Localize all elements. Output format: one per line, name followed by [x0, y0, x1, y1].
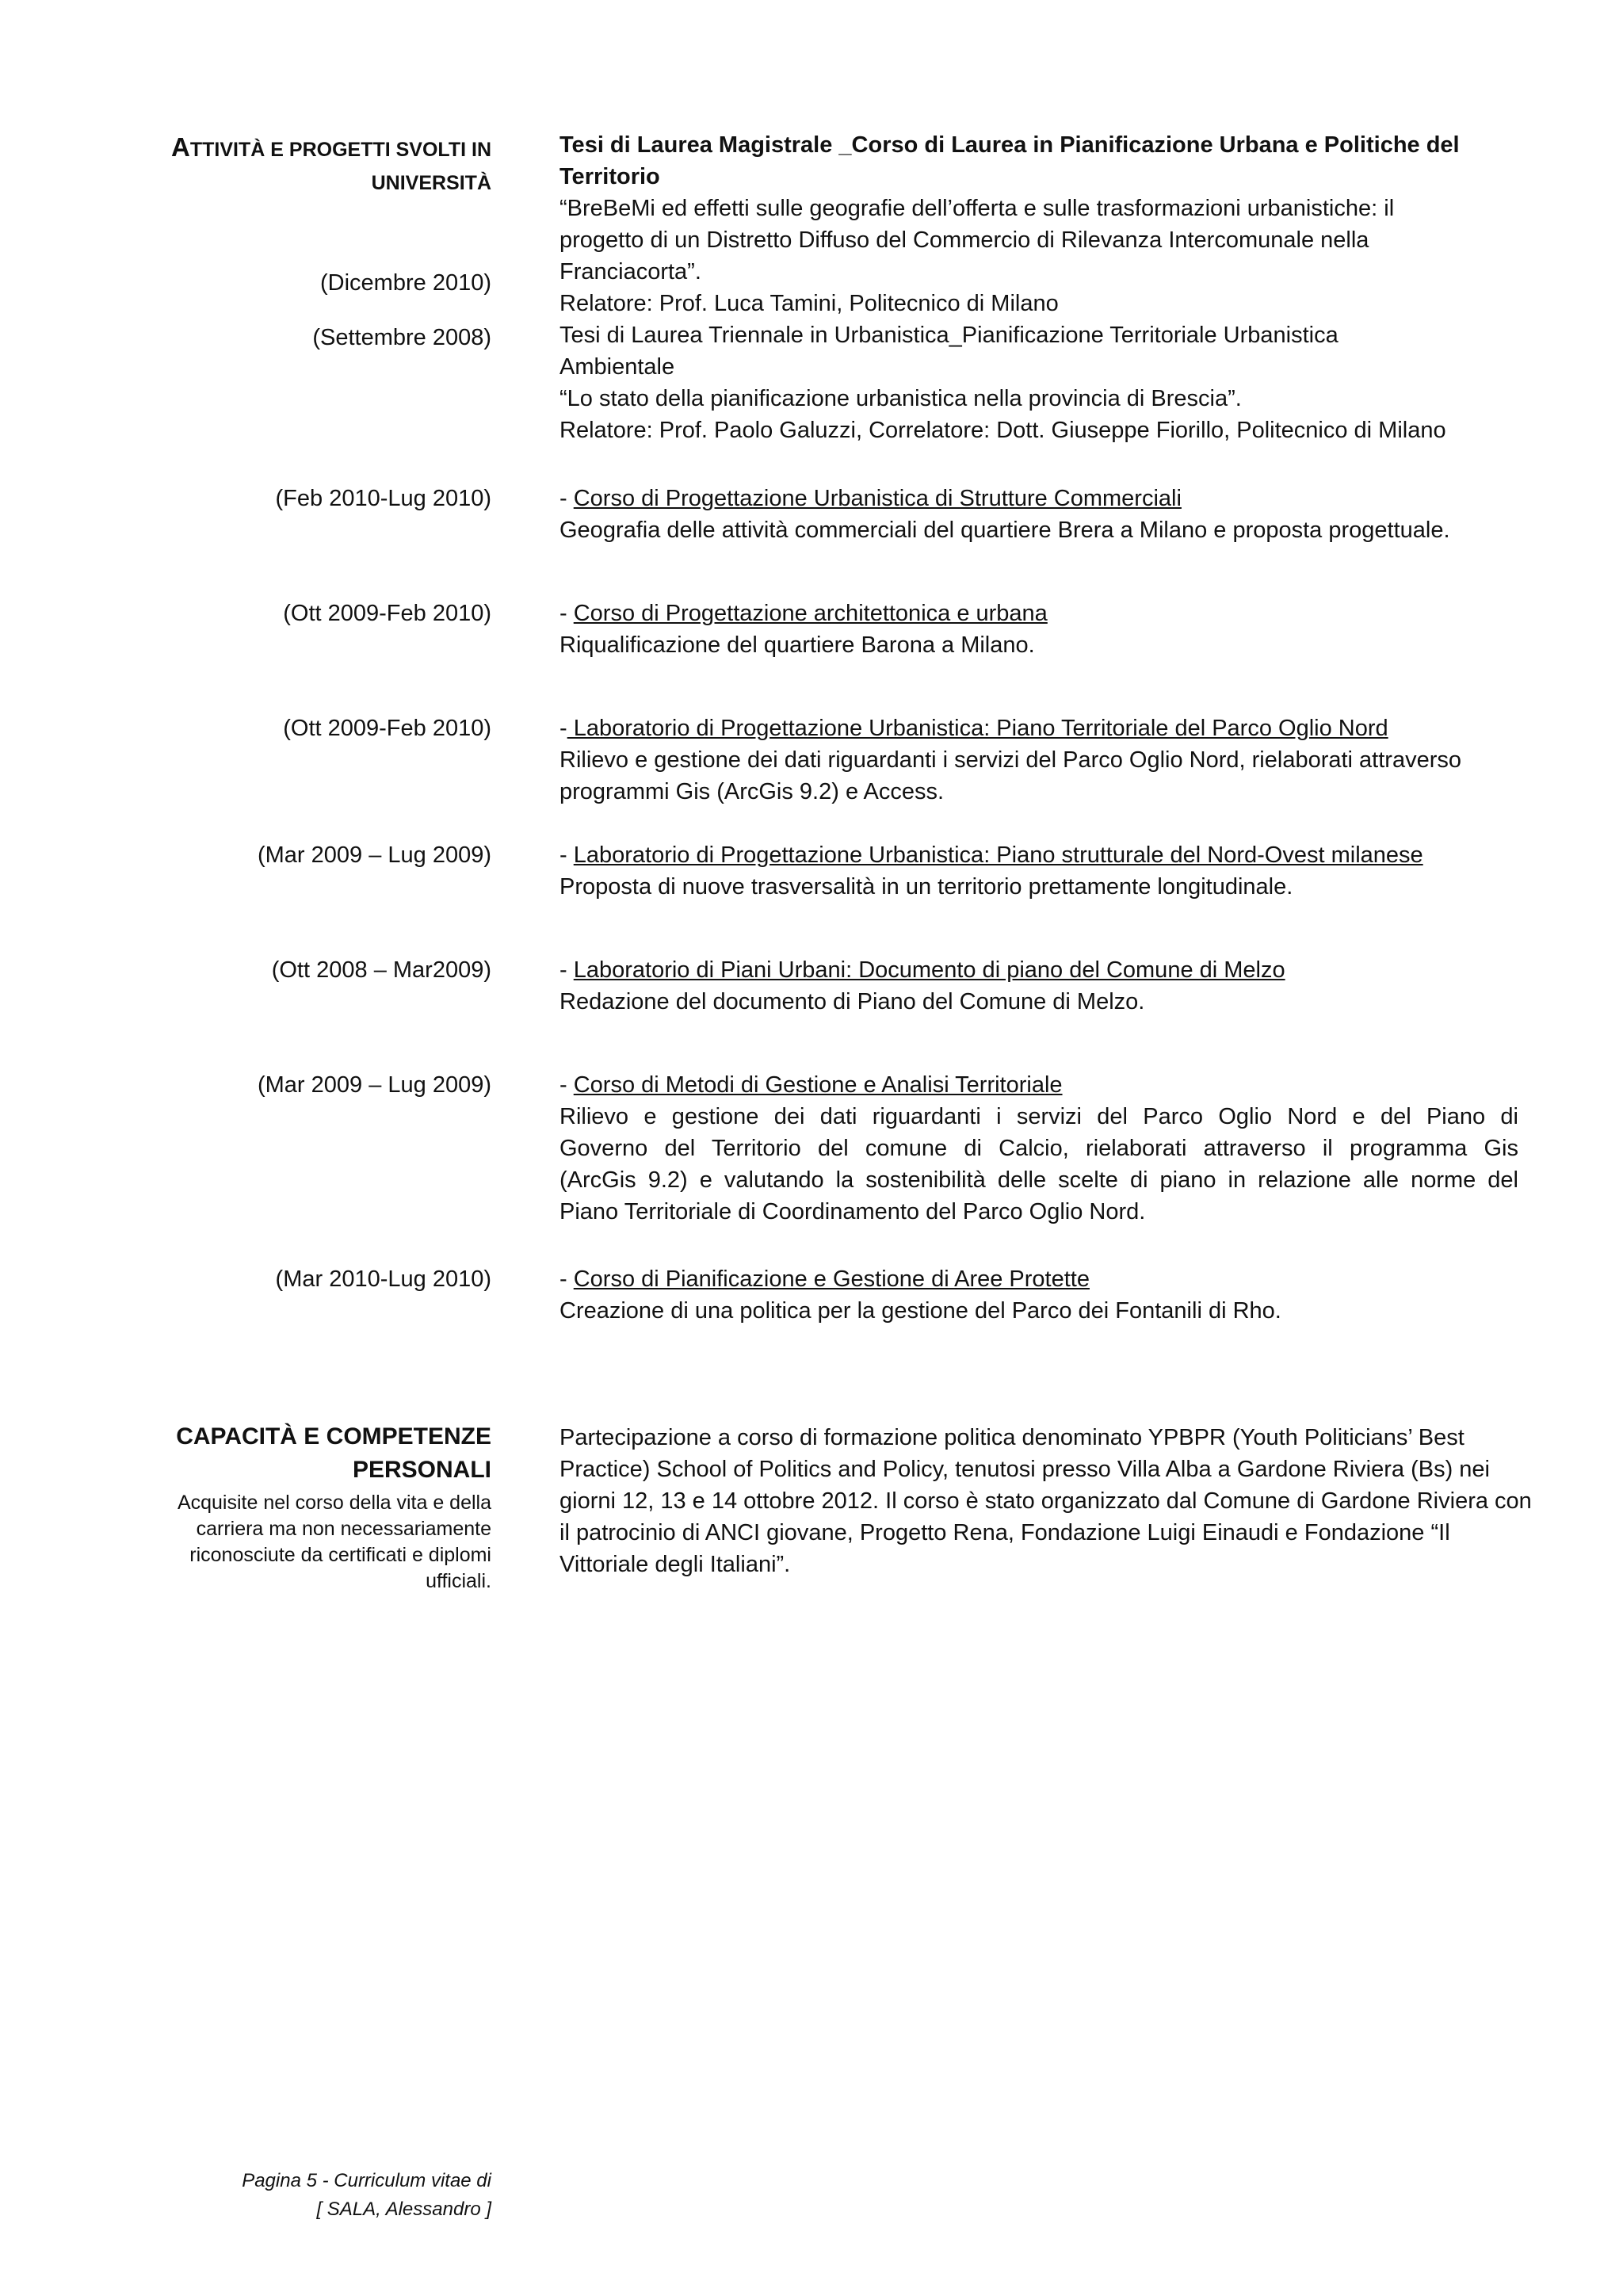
course-description: Rilievo e gestione dei dati riguardanti i servizi del Parco Oglio Nord, rielaborati attraverso	[559, 747, 1461, 773]
date-thesis-triennale: (Settembre 2008)	[312, 325, 491, 350]
course-title: Corso di Progettazione Urbanistica di Strutture Commerciali	[573, 486, 1182, 511]
section-title-university	[111, 131, 491, 200]
course-title-line: - Corso di Pianificazione e Gestione di Aree Protette	[559, 1266, 1090, 1292]
course-description: Piano Territoriale di Coordinamento del Parco Oglio Nord.	[559, 1199, 1146, 1224]
footer-page-label: Pagina 5 - Curriculum vitae di	[242, 2170, 491, 2191]
competences-text-line: Partecipazione a corso di formazione politica denominato YPBPR (Youth Politicians’ Best	[559, 1425, 1465, 1450]
course-entry	[559, 1263, 1518, 1327]
course-description: Redazione del documento di Piano del Comune di Melzo.	[559, 989, 1145, 1014]
competences-text	[559, 1422, 1542, 1580]
thesis-triennale-heading: Tesi di Laurea Triennale in Urbanistica_Pianificazione Territoriale Urbanistica	[559, 323, 1338, 348]
competences-text-line: giorni 12, 13 e 14 ottobre 2012. Il corso è stato organizzato dal Comune di Gardone Riviera con	[559, 1488, 1532, 1514]
course-entry	[559, 954, 1518, 1018]
thesis-triennale-relatore: Relatore: Prof. Paolo Galuzzi, Correlatore: Dott. Giuseppe Fiorillo, Politecnico di Milano	[559, 418, 1446, 443]
course-description: Governo del Territorio del comune di Calcio, rielaborati attraverso il programma Gis	[559, 1136, 1518, 1161]
competences-text-line: Practice) School of Politics and Policy, tenutosi presso Villa Alba a Gardone Riviera (Bs) nei	[559, 1457, 1490, 1482]
date-thesis-master: (Dicembre 2010)	[320, 270, 491, 296]
thesis-master-heading: Territorio	[559, 164, 660, 189]
course-date: (Ott 2009-Feb 2010)	[283, 716, 491, 741]
section-note	[111, 1490, 491, 1595]
course-title-line: - Laboratorio di Progettazione Urbanistica: Piano strutturale del Nord-Ovest milanese	[559, 842, 1423, 868]
course-entry	[559, 712, 1518, 808]
course-title: Laboratorio di Progettazione Urbanistica: Piano strutturale del Nord-Ovest milanese	[573, 842, 1423, 868]
thesis-master-relatore: Relatore: Prof. Luca Tamini, Politecnico di Milano	[559, 291, 1059, 316]
course-description: programmi Gis (ArcGis 9.2) e Access.	[559, 779, 945, 804]
course-title: Corso di Progettazione architettonica e urbana	[573, 601, 1048, 626]
thesis-master-heading: Tesi di Laurea Magistrale _Corso di Laurea in Pianificazione Urbana e Politiche del	[559, 132, 1460, 158]
course-title-line: - Corso di Progettazione Urbanistica di Strutture Commerciali	[559, 486, 1182, 511]
thesis-master-title: “BreBeMi ed effetti sulle geografie dell’offerta e sulle trasformazioni urbanistiche: il	[559, 196, 1395, 221]
course-description: Rilievo e gestione dei dati riguardanti i servizi del Parco Oglio Nord e del Piano di	[559, 1104, 1518, 1129]
course-date: (Mar 2009 – Lug 2009)	[257, 1072, 491, 1098]
section-note-line: Acquisite nel corso della vita e della	[177, 1492, 491, 1514]
course-entry	[559, 598, 1518, 661]
course-entry	[559, 1069, 1518, 1228]
course-title-line: - Corso di Metodi di Gestione e Analisi Territoriale	[559, 1072, 1063, 1098]
course-date: (Mar 2010-Lug 2010)	[275, 1266, 491, 1292]
course-date: (Ott 2008 – Mar2009)	[271, 957, 491, 983]
course-entry	[559, 839, 1518, 903]
thesis-master-title: Franciacorta”.	[559, 259, 701, 285]
course-description: Creazione di una politica per la gestione del Parco dei Fontanili di Rho.	[559, 1298, 1281, 1324]
course-title: Corso di Metodi di Gestione e Analisi Territoriale	[573, 1072, 1063, 1098]
course-description: Proposta di nuove trasversalità in un territorio prettamente longitudinale.	[559, 874, 1293, 900]
course-description: Geografia delle attività commerciali del quartiere Brera a Milano e proposta progettuale.	[559, 518, 1450, 543]
section-title-line: ATTIVITÀ E PROGETTI SVOLTI IN	[171, 132, 491, 162]
section-title-line: UNIVERSITÀ	[371, 172, 491, 194]
course-date: (Ott 2009-Feb 2010)	[283, 601, 491, 626]
thesis-triennale-title: “Lo stato della pianificazione urbanistica nella provincia di Brescia”.	[559, 386, 1242, 411]
section-title-line: CAPACITÀ E COMPETENZE	[176, 1423, 491, 1450]
competences-text-line: Vittoriale degli Italiani”.	[559, 1552, 791, 1577]
course-description: Riqualificazione del quartiere Barona a Milano.	[559, 632, 1035, 658]
thesis-master-title: progetto di un Distretto Diffuso del Commercio di Rilevanza Intercomunale nella	[559, 227, 1369, 253]
course-title-line: - Corso di Progettazione architettonica e urbana	[559, 601, 1048, 626]
course-description: (ArcGis 9.2) e valutando la sostenibilità delle scelte di piano in relazione alle norme del	[559, 1167, 1518, 1193]
competences-text-line: il patrocinio di ANCI giovane, Progetto Rena, Fondazione Luigi Einaudi e Fondazione “Il	[559, 1520, 1450, 1545]
course-title-line: - Laboratorio di Progettazione Urbanistica: Piano Territoriale del Parco Oglio Nord	[559, 716, 1388, 741]
course-date: (Mar 2009 – Lug 2009)	[257, 842, 491, 868]
section-note-line: riconosciute da certificati e diplomi	[189, 1544, 491, 1566]
course-entry	[559, 483, 1518, 546]
course-title: Laboratorio di Progettazione Urbanistica: Piano Territoriale del Parco Oglio Nord	[567, 716, 1388, 741]
thesis-triennale-heading: Ambientale	[559, 354, 675, 380]
course-title: Laboratorio di Piani Urbani: Documento di piano del Comune di Melzo	[573, 957, 1285, 983]
section-note-line: ufficiali.	[426, 1570, 491, 1592]
course-title: Corso di Pianificazione e Gestione di Aree Protette	[573, 1266, 1090, 1292]
course-title-line: - Laboratorio di Piani Urbani: Documento di piano del Comune di Melzo	[559, 957, 1285, 983]
section-note-line: carriera ma non necessariamente	[196, 1518, 491, 1540]
thesis-block	[559, 129, 1518, 446]
footer-author: [ SALA, Alessandro ]	[316, 2199, 491, 2220]
section-title-line: PERSONALI	[352, 1457, 491, 1483]
page-footer	[158, 2167, 491, 2224]
course-date: (Feb 2010-Lug 2010)	[275, 486, 491, 511]
section-title-competences	[111, 1420, 491, 1487]
